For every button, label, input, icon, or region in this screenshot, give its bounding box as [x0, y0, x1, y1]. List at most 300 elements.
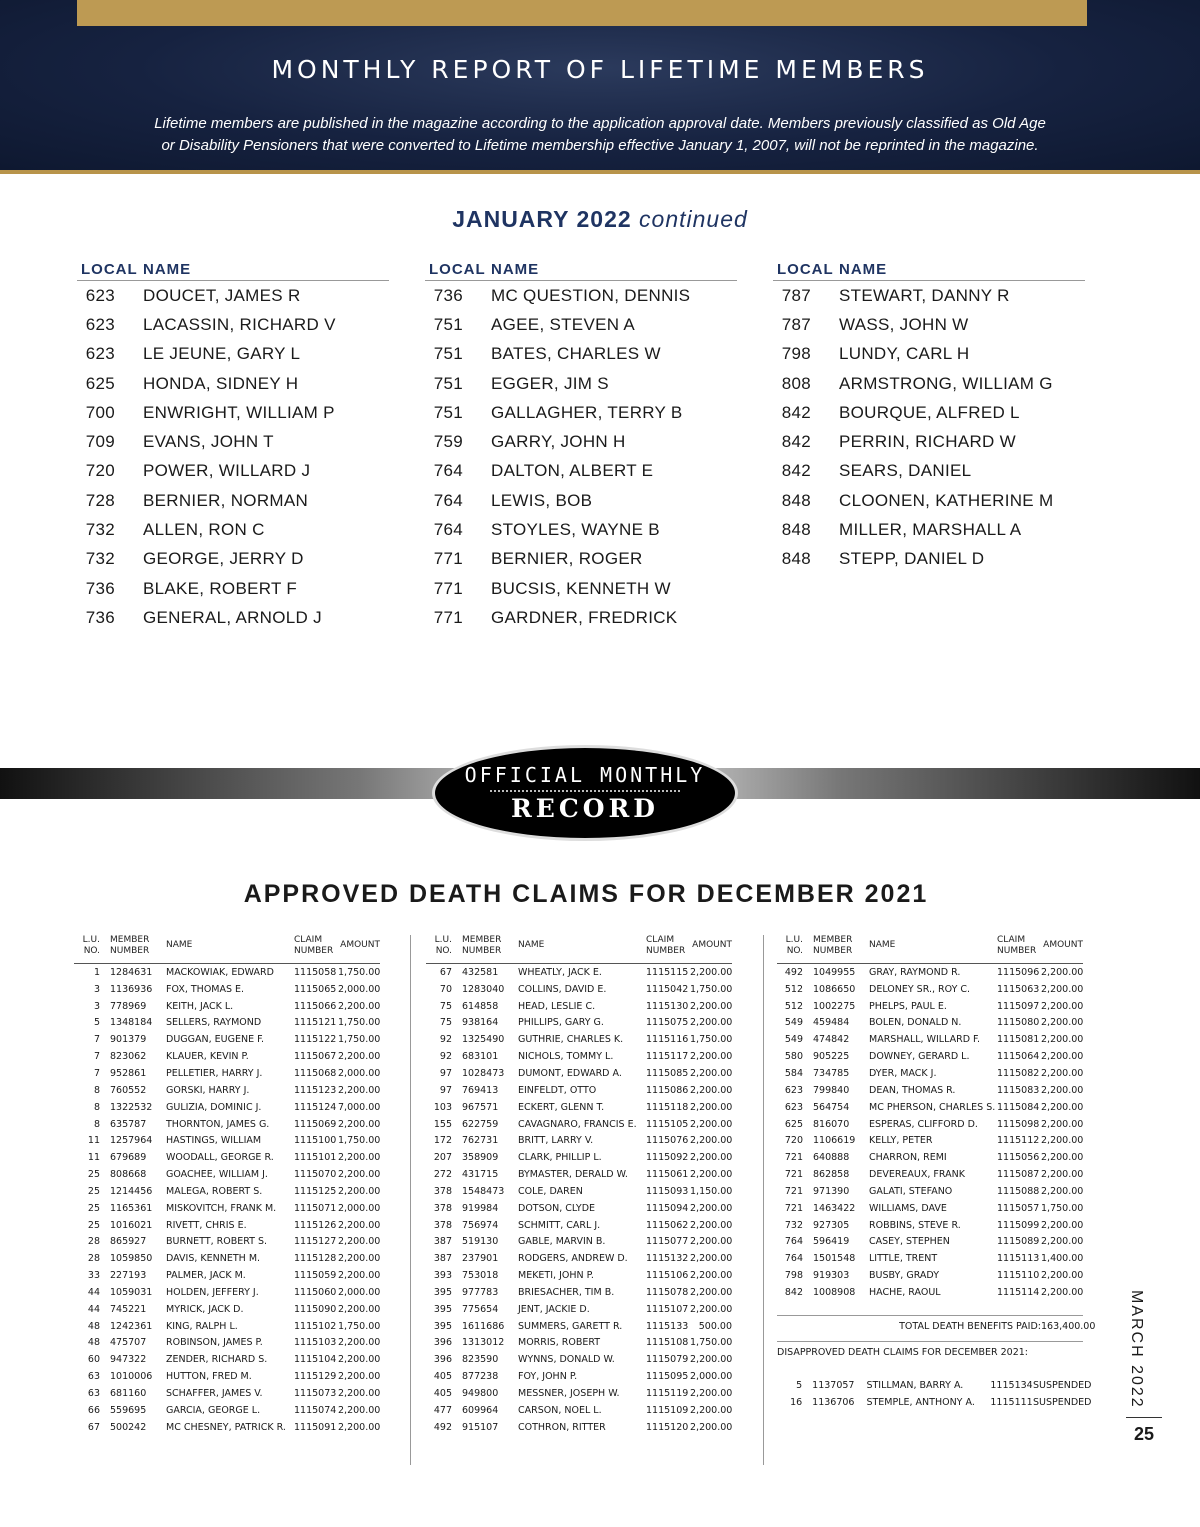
claim-amount: 1,150.00 [690, 1185, 733, 1197]
claim-number: 1115093 [646, 1185, 689, 1197]
lu-number: 395 [433, 1286, 452, 1298]
claim-amount: 2,200.00 [338, 1185, 381, 1197]
member-row [77, 310, 389, 339]
member-row [77, 281, 389, 310]
local-number: 848 [781, 490, 811, 510]
local-number: 732 [85, 549, 115, 569]
member-row [425, 515, 737, 544]
claim-amount: 2,200.00 [338, 1253, 381, 1265]
claim-number: 1115124 [294, 1101, 337, 1113]
claim-number: 1115114 [997, 1286, 1040, 1298]
member-name: CLARK, PHILLIP L. [518, 1152, 602, 1164]
claim-number: 1115098 [997, 1118, 1040, 1130]
claim-number: 1115056 [997, 1152, 1040, 1164]
local-number: 764 [433, 461, 463, 481]
lu-number: 395 [433, 1320, 452, 1332]
member-number: 622759 [462, 1118, 499, 1130]
claim-row [74, 1217, 380, 1234]
member-row [425, 369, 737, 398]
claim-number: 1115068 [294, 1067, 337, 1079]
claim-row [777, 1099, 1083, 1116]
member-name: DEVEREAUX, FRANK [869, 1169, 965, 1181]
claim-number: 1115096 [997, 966, 1040, 978]
local-number: 842 [781, 461, 811, 481]
member-row [425, 310, 737, 339]
member-number: 1136936 [110, 983, 153, 995]
member-name: BLAKE, ROBERT F [143, 578, 298, 598]
member-number: 769413 [462, 1084, 499, 1096]
member-number: 564754 [813, 1101, 850, 1113]
claim-amount: 1,750.00 [690, 1034, 733, 1046]
lu-number: 623 [784, 1101, 803, 1113]
lu-number: 378 [433, 1219, 452, 1231]
local-header: LOCAL [429, 261, 486, 278]
claim-number: 1115099 [997, 1219, 1040, 1231]
lu-number: 393 [433, 1270, 452, 1282]
claim-amount: 2,200.00 [690, 1017, 733, 1029]
amount-header [338, 935, 380, 963]
member-number: 745221 [110, 1303, 147, 1315]
lu-number: 387 [433, 1236, 452, 1248]
member-number: 1137057 [812, 1380, 855, 1392]
claim-number: 1115132 [646, 1253, 689, 1265]
lu-label: L.U. [434, 935, 452, 945]
claim-row [426, 1217, 732, 1234]
claim-header [646, 935, 690, 963]
member-name: CLOONEN, KATHERINE M [839, 490, 1054, 510]
member-name: GARCIA, GEORGE L. [166, 1404, 261, 1416]
member-name: COLE, DAREN [518, 1185, 583, 1197]
lu-number: 396 [433, 1337, 452, 1349]
claim-amount: 2,200.00 [1041, 1169, 1084, 1181]
local-number: 771 [433, 607, 463, 627]
claim-number: 1115109 [646, 1404, 689, 1416]
claim-amount: 2,200.00 [1041, 966, 1084, 978]
amount-label: AMOUNT [1043, 940, 1083, 950]
claim-number: 1115092 [646, 1152, 689, 1164]
claim-row [74, 1099, 380, 1116]
claim-row [74, 1402, 380, 1419]
name-header [164, 935, 294, 963]
lu-number: 387 [433, 1253, 452, 1265]
local-number: 808 [781, 373, 811, 393]
claim-row [777, 1200, 1083, 1217]
member-name: WOODALL, GEORGE R. [166, 1152, 274, 1164]
member-name: LITTLE, TRENT [869, 1253, 938, 1265]
claim-number: 1115123 [294, 1084, 337, 1096]
claim-row [74, 1116, 380, 1133]
claim-row [777, 998, 1083, 1015]
member-name: STOYLES, WAYNE B [491, 520, 660, 540]
member-name: SEARS, DANIEL [839, 461, 972, 481]
claim-row [777, 1284, 1083, 1301]
claim-amount: 2,200.00 [1041, 1118, 1084, 1130]
claim-amount: 2,200.00 [690, 1388, 733, 1400]
amount-label: AMOUNT [692, 940, 732, 950]
claim-amount: 2,200.00 [338, 1270, 381, 1282]
member-name: SCHAFFER, JAMES V. [166, 1388, 263, 1400]
claim-number: 1115075 [646, 1017, 689, 1029]
member-number: 1611686 [462, 1320, 505, 1332]
claim-amount: 2,200.00 [338, 1371, 381, 1383]
member-name: LE JEUNE, GARY L [143, 344, 301, 364]
name-header: NAME [491, 261, 540, 278]
lu-number: 492 [784, 966, 803, 978]
member-name: GULIZIA, DOMINIC J. [166, 1101, 262, 1113]
claim-number: 1115134 [990, 1380, 1033, 1392]
member-name: WYNNS, DONALD W. [518, 1354, 615, 1366]
lu-number: 405 [433, 1371, 452, 1383]
claim-row [426, 1015, 732, 1032]
member-name: BURNETT, ROBERT S. [166, 1236, 268, 1248]
member-name: BRIESACHER, TIM B. [518, 1286, 615, 1298]
claim-number: 1115061 [646, 1169, 689, 1181]
member-row [773, 545, 1085, 574]
member-number: 683101 [462, 1051, 499, 1063]
member-name: CARSON, NOEL L. [518, 1404, 602, 1416]
claim-number: 1115063 [997, 983, 1040, 995]
claim-number: 1115095 [646, 1371, 689, 1383]
claim-row [777, 1082, 1083, 1099]
claim-row [74, 1015, 380, 1032]
local-number: 771 [433, 549, 463, 569]
member-name: BOURQUE, ALFRED L [839, 402, 1020, 422]
claim-row [74, 1301, 380, 1318]
member-number: 432581 [462, 966, 499, 978]
claim-amount: 2,200.00 [1041, 1219, 1084, 1231]
member-row [77, 369, 389, 398]
member-name: GARRY, JOHN H [491, 432, 626, 452]
claim-row [426, 1368, 732, 1385]
member-name: JENT, JACKIE D. [518, 1303, 590, 1315]
claim-amount: 2,200.00 [338, 1303, 381, 1315]
name-header [516, 935, 646, 963]
claim-number: 1115126 [294, 1219, 337, 1231]
member-number: 1284631 [110, 966, 153, 978]
member-name: BOLEN, DONALD N. [869, 1017, 962, 1029]
claim-number: 1115082 [997, 1067, 1040, 1079]
claim-number-label: NUMBER [646, 946, 686, 956]
member-row [773, 398, 1085, 427]
member-row [425, 603, 737, 632]
lu-number: 5 [93, 1017, 100, 1029]
member-number: 1008908 [813, 1286, 856, 1298]
totals-spacer [777, 1301, 1083, 1315]
claim-number: 1115058 [294, 966, 337, 978]
member-name: HUTTON, FRED M. [166, 1371, 252, 1383]
local-number: 623 [85, 285, 115, 305]
claim-row [74, 1200, 380, 1217]
claim-row [426, 1082, 732, 1099]
member-row [77, 574, 389, 603]
total-row [777, 1318, 1096, 1335]
member-number: 760552 [110, 1084, 147, 1096]
claim-amount: 2,200.00 [690, 1202, 733, 1214]
claims-header [426, 935, 732, 964]
member-row [425, 427, 737, 456]
claim-row [777, 1065, 1083, 1082]
claim-amount: 2,200.00 [338, 1421, 381, 1433]
lu-number: 512 [784, 983, 803, 995]
member-name: STILLMAN, BARRY A. [866, 1380, 964, 1392]
member-name: GEORGE, JERRY D [143, 549, 304, 569]
claim-number: 1115128 [294, 1253, 337, 1265]
claim-number: 1115103 [294, 1337, 337, 1349]
local-number: 787 [781, 314, 811, 334]
member-number: 977783 [462, 1286, 499, 1298]
subtitle-line-1: Lifetime members are published in the magazine according to the application approval date. Members previously classified as Old Age [154, 115, 1046, 132]
lu-number: 48 [87, 1320, 100, 1332]
local-header: LOCAL [777, 261, 834, 278]
claim-row [426, 1116, 732, 1133]
lu-number: 378 [433, 1202, 452, 1214]
claim-header [997, 935, 1041, 963]
member-label: MEMBER [110, 935, 150, 945]
lu-number: 477 [433, 1404, 452, 1416]
claim-row [74, 1048, 380, 1065]
name-header [867, 935, 997, 963]
lu-number: 44 [87, 1286, 100, 1298]
member-name: SCHMITT, CARL J. [518, 1219, 601, 1231]
member-number: 227193 [110, 1270, 147, 1282]
member-number: 816070 [813, 1118, 850, 1130]
claim-row [426, 1335, 732, 1352]
claim-number: 1115129 [294, 1371, 337, 1383]
member-name: MC QUESTION, DENNIS [491, 285, 691, 305]
member-row [773, 310, 1085, 339]
member-number: 756974 [462, 1219, 499, 1231]
member-number: 862858 [813, 1169, 850, 1181]
member-name: KELLY, PETER [869, 1135, 933, 1147]
member-name: HOLDEN, JEFFERY J. [166, 1286, 259, 1298]
claim-number: 1115062 [646, 1219, 689, 1231]
member-name: WILLIAMS, DAVE [869, 1202, 947, 1214]
member-name: WHEATLY, JACK E. [518, 966, 602, 978]
lu-number: 842 [784, 1286, 803, 1298]
claim-amount: 2,200.00 [338, 1404, 381, 1416]
member-name: BYMASTER, DERALD W. [518, 1169, 628, 1181]
lu-number: 25 [87, 1185, 100, 1197]
lu-number: 48 [87, 1337, 100, 1349]
claim-number-label: NUMBER [294, 946, 334, 956]
member-name: ROBINSON, JAMES P. [166, 1337, 263, 1349]
member-number: 823590 [462, 1354, 499, 1366]
member-number: 775654 [462, 1303, 499, 1315]
claim-row [777, 1116, 1083, 1133]
claim-row [426, 1301, 732, 1318]
claim-amount: 2,200.00 [690, 1118, 733, 1130]
disapproved-label: DISAPPROVED DEATH CLAIMS FOR DECEMBER 2021: [777, 1346, 1028, 1358]
lu-header [426, 935, 452, 963]
member-name: COLLINS, DAVID E. [518, 983, 607, 995]
subtitle-line-2: or Disability Pensioners that were converted to Lifetime membership effective January 1, 2007, will not be reprinted in the magazine. [161, 137, 1039, 154]
member-row [425, 486, 737, 515]
member-number: 865927 [110, 1236, 147, 1248]
member-row [773, 457, 1085, 486]
claim-row [426, 1166, 732, 1183]
member-number: 734785 [813, 1067, 850, 1079]
claim-amount: 2,200.00 [338, 1236, 381, 1248]
claim-amount: 1,750.00 [1041, 1202, 1084, 1214]
claim-number: 1115066 [294, 1000, 337, 1012]
member-name: ENWRIGHT, WILLIAM P [143, 402, 335, 422]
name-header: NAME [143, 261, 192, 278]
lu-label: L.U. [82, 935, 100, 945]
lu-header [74, 935, 100, 963]
claim-number: 1115077 [646, 1236, 689, 1248]
member-number: 1242361 [110, 1320, 153, 1332]
claim-row [426, 1385, 732, 1402]
claim-amount: 2,200.00 [338, 1388, 381, 1400]
claim-number: 1115112 [997, 1135, 1040, 1147]
local-number: 732 [85, 520, 115, 540]
number-label: NUMBER [110, 946, 150, 956]
member-name: BERNIER, ROGER [491, 549, 643, 569]
member-name: STEPP, DANIEL D [839, 549, 985, 569]
local-number: 736 [433, 285, 463, 305]
claim-number: 1115069 [294, 1118, 337, 1130]
member-number: 1257964 [110, 1135, 153, 1147]
local-number: 842 [781, 432, 811, 452]
member-number: 1322532 [110, 1101, 153, 1113]
member-name: GALATI, STEFANO [869, 1185, 953, 1197]
amount-header [1041, 935, 1083, 963]
claim-label: CLAIM [294, 935, 323, 945]
number-label: NUMBER [462, 946, 502, 956]
member-number: 1283040 [462, 983, 505, 995]
member-name: DUMONT, EDWARD A. [518, 1067, 622, 1079]
member-name: LACASSIN, RICHARD V [143, 314, 336, 334]
lu-number: 7 [93, 1067, 100, 1079]
total-label: TOTAL DEATH BENEFITS PAID: [899, 1320, 1041, 1332]
claim-row [777, 1031, 1083, 1048]
member-name: HACHE, RAOUL [869, 1286, 941, 1298]
claim-row [777, 1015, 1083, 1032]
member-number: 753018 [462, 1270, 499, 1282]
member-name: PALMER, JACK M. [166, 1270, 246, 1282]
column-divider [410, 935, 411, 1465]
member-header [452, 935, 516, 963]
amount-label: AMOUNT [340, 940, 380, 950]
member-number: 459484 [813, 1017, 850, 1029]
local-number: 751 [433, 344, 463, 364]
local-number: 625 [85, 373, 115, 393]
lu-number: 721 [784, 1185, 803, 1197]
member-number: 679689 [110, 1152, 147, 1164]
member-row [425, 340, 737, 369]
local-number: 759 [433, 432, 463, 452]
member-name: MC PHERSON, CHARLES S. [869, 1101, 996, 1113]
member-name: MALEGA, ROBERT S. [166, 1185, 263, 1197]
claim-amount: 2,200.00 [1041, 1000, 1084, 1012]
claim-amount: 2,200.00 [690, 1354, 733, 1366]
claim-amount: 2,200.00 [690, 1270, 733, 1282]
claim-row [426, 981, 732, 998]
claim-number: 1115060 [294, 1286, 337, 1298]
member-name: ESPERAS, CLIFFORD D. [869, 1118, 978, 1130]
lu-number: 8 [93, 1101, 100, 1113]
claim-number: 1115115 [646, 966, 689, 978]
member-number: 1010006 [110, 1371, 153, 1383]
claim-amount: 1,750.00 [338, 1320, 381, 1332]
claim-amount: 1,750.00 [338, 1017, 381, 1029]
claim-row [74, 964, 380, 981]
lu-number: 7 [93, 1034, 100, 1046]
lu-number: 625 [784, 1118, 803, 1130]
claim-number: 1115071 [294, 1202, 337, 1214]
member-number: 358909 [462, 1152, 499, 1164]
member-name: BUCSIS, KENNETH W [491, 578, 671, 598]
lu-label: L.U. [785, 935, 803, 945]
lu-number: 25 [87, 1202, 100, 1214]
claim-row [74, 981, 380, 998]
claim-amount: 2,200.00 [690, 1051, 733, 1063]
lu-number: 63 [87, 1388, 100, 1400]
lu-number: 103 [433, 1101, 452, 1113]
claim-number: 1115057 [997, 1202, 1040, 1214]
lifetime-column [425, 254, 737, 633]
disapproved-row [777, 1394, 1092, 1411]
claim-amount: 2,200.00 [338, 1337, 381, 1349]
member-number: 919303 [813, 1270, 850, 1282]
member-name: MILLER, MARSHALL A [839, 520, 1022, 540]
member-row [77, 427, 389, 456]
claims-header [74, 935, 380, 964]
claim-number: 1115091 [294, 1421, 337, 1433]
claim-number: 1115113 [997, 1253, 1040, 1265]
member-name: MC CHESNEY, PATRICK R. [166, 1421, 286, 1433]
claim-number: 1115064 [997, 1051, 1040, 1063]
no-label: NO. [435, 946, 452, 956]
member-name: GOACHEE, WILLIAM J. [166, 1169, 268, 1181]
member-name: DOUCET, JAMES R [143, 285, 301, 305]
death-claims-title: APPROVED DEATH CLAIMS FOR DECEMBER 2021 [243, 880, 929, 908]
claim-number: 1115118 [646, 1101, 689, 1113]
member-row [77, 486, 389, 515]
page-number: 25 [1133, 1424, 1155, 1444]
local-header: LOCAL [81, 261, 138, 278]
member-name: COTHRON, RITTER [518, 1421, 606, 1433]
claim-number: 1115101 [294, 1152, 337, 1164]
member-name: DOWNEY, GERARD L. [869, 1051, 970, 1063]
lu-number: 764 [784, 1253, 803, 1265]
member-number: 1059850 [110, 1253, 153, 1265]
member-name: STEWART, DANNY R [839, 285, 1010, 305]
member-name: SUMMERS, GARETT R. [518, 1320, 623, 1332]
claim-number: 1115127 [294, 1236, 337, 1248]
member-name: PHILLIPS, GARY G. [518, 1017, 604, 1029]
local-number: 751 [433, 373, 463, 393]
claim-amount: 2,200.00 [338, 1000, 381, 1012]
lifetime-header [773, 254, 1085, 281]
member-number: 808668 [110, 1169, 147, 1181]
claim-amount: 2,200.00 [1041, 1185, 1084, 1197]
claim-amount: 2,200.00 [1041, 1135, 1084, 1147]
claim-amount: 2,200.00 [338, 1354, 381, 1366]
claim-row [74, 1132, 380, 1149]
member-name: STEMPLE, ANTHONY A. [866, 1397, 975, 1409]
total-value: 163,400.00 [1041, 1320, 1096, 1332]
claim-number: 1115080 [997, 1017, 1040, 1029]
claim-row [426, 1318, 732, 1335]
member-row [77, 603, 389, 632]
claim-amount: 1,750.00 [338, 1034, 381, 1046]
no-label: NO. [786, 946, 803, 956]
claim-row [777, 1267, 1083, 1284]
member-row [425, 574, 737, 603]
local-number: 842 [781, 402, 811, 422]
member-number: 971390 [813, 1185, 850, 1197]
